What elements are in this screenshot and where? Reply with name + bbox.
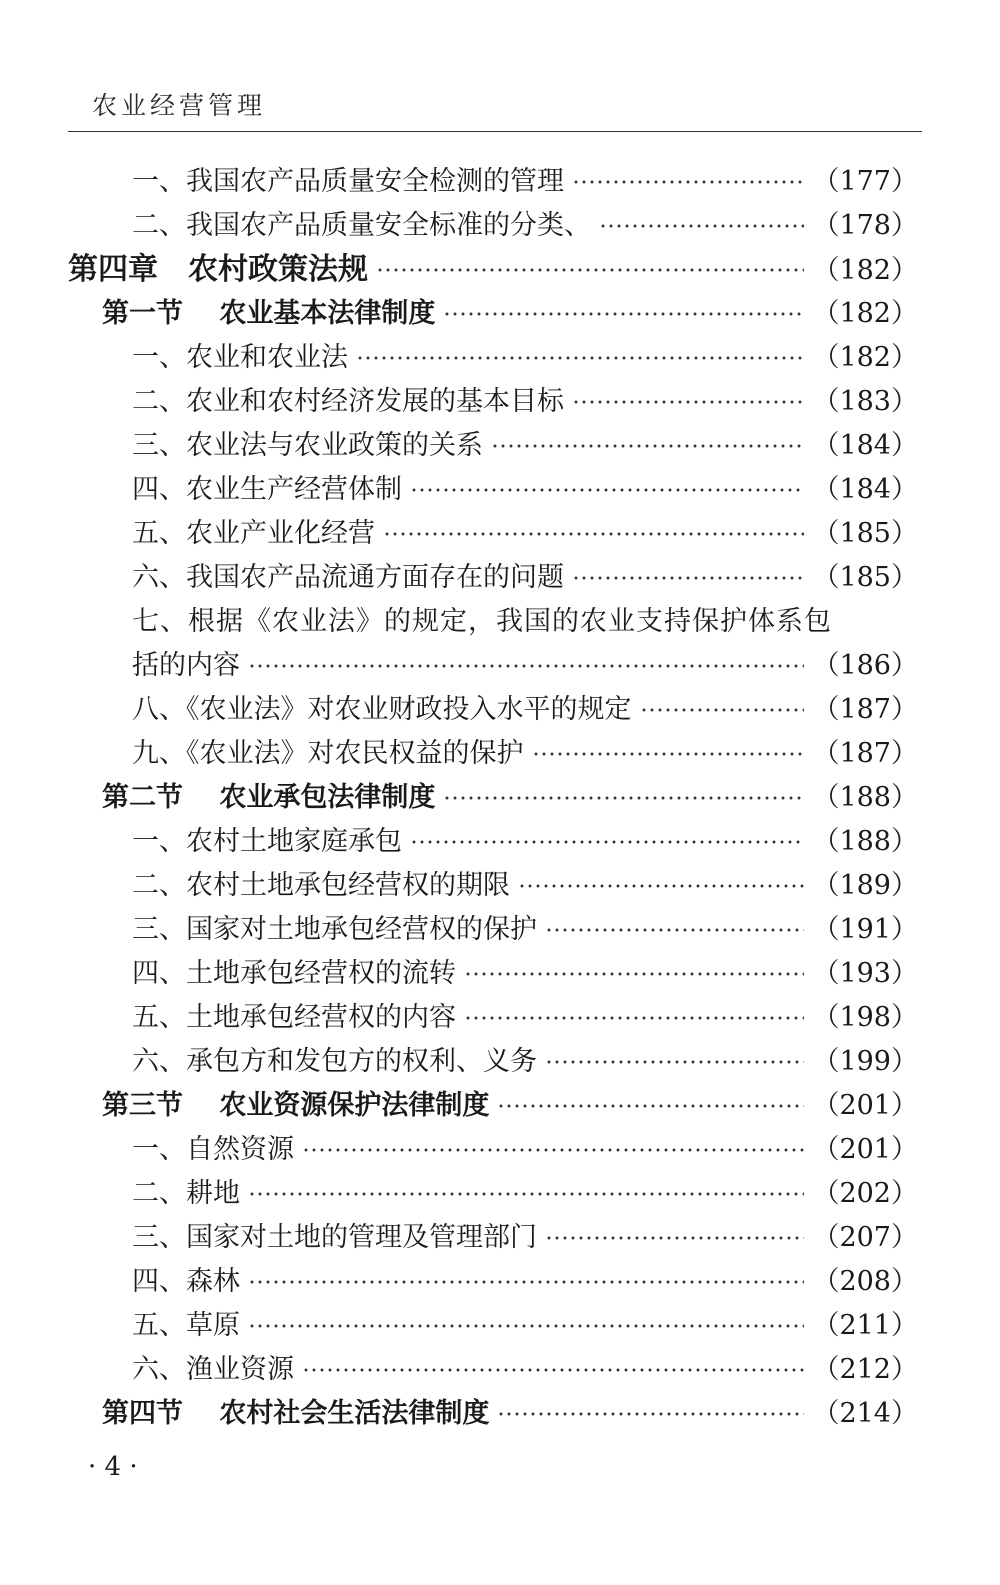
toc-page-number: （189）: [812, 870, 918, 901]
toc-entry-title: 第一节 农业基本法律制度: [102, 298, 436, 329]
toc-entry-title: 五、草原: [132, 1310, 240, 1341]
toc-item[interactable]: [68, 1260, 918, 1304]
dot-leader: [464, 970, 804, 978]
toc-item[interactable]: [68, 996, 918, 1040]
dot-leader: [248, 662, 804, 670]
dot-leader: [518, 882, 804, 890]
dot-leader: [497, 1102, 804, 1110]
toc-page-number: （185）: [812, 518, 918, 549]
dot-leader: [248, 1190, 804, 1198]
header-rule: [68, 131, 922, 132]
toc-entry-title: 三、国家对土地承包经营权的保护: [132, 914, 537, 945]
dot-leader: [410, 486, 804, 494]
toc-item[interactable]: [68, 468, 918, 512]
toc-entry-title: 六、我国农产品流通方面存在的问题: [132, 562, 564, 593]
toc-page-number: （198）: [812, 1002, 918, 1033]
toc-page-number: （207）: [812, 1222, 918, 1253]
toc-page-number: （183）: [812, 386, 918, 417]
toc-item[interactable]: [68, 336, 918, 380]
toc-page-number: （208）: [812, 1266, 918, 1297]
toc-page-number: （202）: [812, 1178, 918, 1209]
page-number: · 4 ·: [88, 1452, 138, 1482]
dot-leader: [572, 178, 804, 186]
toc-page-number: （185）: [812, 562, 918, 593]
toc-item[interactable]: [68, 908, 918, 952]
toc-page-number: （211）: [812, 1310, 918, 1341]
toc-page-number: （182）: [812, 298, 918, 329]
toc-page-number: （188）: [812, 782, 918, 813]
dot-leader: [410, 838, 804, 846]
toc-entry-title: 一、自然资源: [132, 1134, 294, 1165]
toc-page-number: （199）: [812, 1046, 918, 1077]
toc-entry-title: 六、渔业资源: [132, 1354, 294, 1385]
toc-entry-title: 第二节 农业承包法律制度: [102, 782, 436, 813]
toc-entry-title: 第四章 农村政策法规: [68, 252, 368, 287]
running-header: 农业经营管理: [92, 91, 267, 120]
dot-leader: [599, 222, 804, 230]
toc-item[interactable]: [68, 688, 918, 732]
toc-page-number: （193）: [812, 958, 918, 989]
toc-entry-title: 四、土地承包经营权的流转: [132, 958, 456, 989]
toc-entry-title: 第四节 农村社会生活法律制度: [102, 1398, 490, 1429]
dot-leader: [572, 574, 804, 582]
toc-item[interactable]: [68, 424, 918, 468]
toc-page-number: （178）: [812, 210, 918, 241]
toc-entry-title: 五、农业产业化经营: [132, 518, 375, 549]
toc-section[interactable]: [68, 1392, 918, 1436]
toc-item-continuation[interactable]: [68, 644, 918, 688]
toc-item[interactable]: [68, 1348, 918, 1392]
toc-item[interactable]: [68, 952, 918, 996]
toc-item[interactable]: [68, 160, 918, 204]
toc-item[interactable]: [68, 512, 918, 556]
dot-leader: [248, 1278, 804, 1286]
toc-item[interactable]: [68, 556, 918, 600]
toc-item[interactable]: [68, 1040, 918, 1084]
toc-page-number: （187）: [812, 694, 918, 725]
toc-item[interactable]: [68, 732, 918, 776]
dot-leader: [532, 750, 805, 758]
dot-leader: [491, 442, 804, 450]
toc-entry-title: 六、承包方和发包方的权利、义务: [132, 1046, 537, 1077]
toc-page-number: （186）: [812, 650, 918, 681]
toc-item[interactable]: [68, 820, 918, 864]
toc-entry-title: 五、土地承包经营权的内容: [132, 1002, 456, 1033]
toc-entry-title: 第三节 农业资源保护法律制度: [102, 1090, 490, 1121]
toc-item[interactable]: [68, 1304, 918, 1348]
toc-entry-title: 一、我国农产品质量安全检测的管理: [132, 166, 564, 197]
toc-entry-title: 三、国家对土地的管理及管理部门: [132, 1222, 537, 1253]
toc-page-number: （187）: [812, 738, 918, 769]
toc-page-number: （201）: [812, 1134, 918, 1165]
dot-leader: [497, 1410, 804, 1418]
toc-entry-title: 一、农村土地家庭承包: [132, 826, 402, 857]
toc-item[interactable]: [68, 1172, 918, 1216]
toc-section[interactable]: [68, 776, 918, 820]
toc-entry-title: 二、耕地: [132, 1178, 240, 1209]
toc-item[interactable]: [68, 1128, 918, 1172]
dot-leader: [302, 1366, 804, 1374]
toc-entry-title: 四、森林: [132, 1266, 240, 1297]
toc-item[interactable]: [68, 204, 918, 248]
dot-leader: [443, 310, 804, 318]
toc-page-number: （212）: [812, 1354, 918, 1385]
toc-entry-title: 括的内容: [132, 650, 240, 681]
toc-page-number: （214）: [812, 1398, 918, 1429]
toc-item[interactable]: [68, 600, 918, 644]
dot-leader: [383, 530, 804, 538]
toc-page-number: （182）: [812, 255, 918, 286]
table-of-contents: [68, 160, 918, 1436]
dot-leader: [545, 926, 804, 934]
toc-page-number: （191）: [812, 914, 918, 945]
toc-item[interactable]: [68, 1216, 918, 1260]
toc-page-number: （177）: [812, 166, 918, 197]
dot-leader: [640, 706, 805, 714]
toc-section[interactable]: [68, 1084, 918, 1128]
dot-leader: [376, 266, 804, 274]
toc-item[interactable]: [68, 380, 918, 424]
toc-entry-title: 三、农业法与农业政策的关系: [132, 430, 483, 461]
toc-page-number: （201）: [812, 1090, 918, 1121]
dot-leader: [464, 1014, 804, 1022]
toc-page-number: （184）: [812, 474, 918, 505]
toc-page-number: （182）: [812, 342, 918, 373]
toc-entry-title: 七、根据《农业法》的规定，我国的农业支持保护体系包: [132, 606, 832, 637]
toc-entry-title: 二、农业和农村经济发展的基本目标: [132, 386, 564, 417]
toc-item[interactable]: [68, 864, 918, 908]
toc-chapter[interactable]: [68, 248, 918, 292]
toc-entry-title: 九、《农业法》对农民权益的保护: [132, 738, 524, 769]
dot-leader: [356, 354, 804, 362]
toc-page-number: （184）: [812, 430, 918, 461]
toc-entry-title: 二、农村土地承包经营权的期限: [132, 870, 510, 901]
toc-entry-title: 一、农业和农业法: [132, 342, 348, 373]
toc-entry-title: 二、我国农产品质量安全标准的分类、: [132, 210, 591, 241]
dot-leader: [443, 794, 804, 802]
toc-section[interactable]: [68, 292, 918, 336]
toc-entry-title: 四、农业生产经营体制: [132, 474, 402, 505]
dot-leader: [248, 1322, 804, 1330]
dot-leader: [302, 1146, 804, 1154]
dot-leader: [545, 1058, 804, 1066]
toc-page-number: （188）: [812, 826, 918, 857]
toc-entry-title: 八、《农业法》对农业财政投入水平的规定: [132, 694, 632, 725]
dot-leader: [572, 398, 804, 406]
dot-leader: [545, 1234, 804, 1242]
